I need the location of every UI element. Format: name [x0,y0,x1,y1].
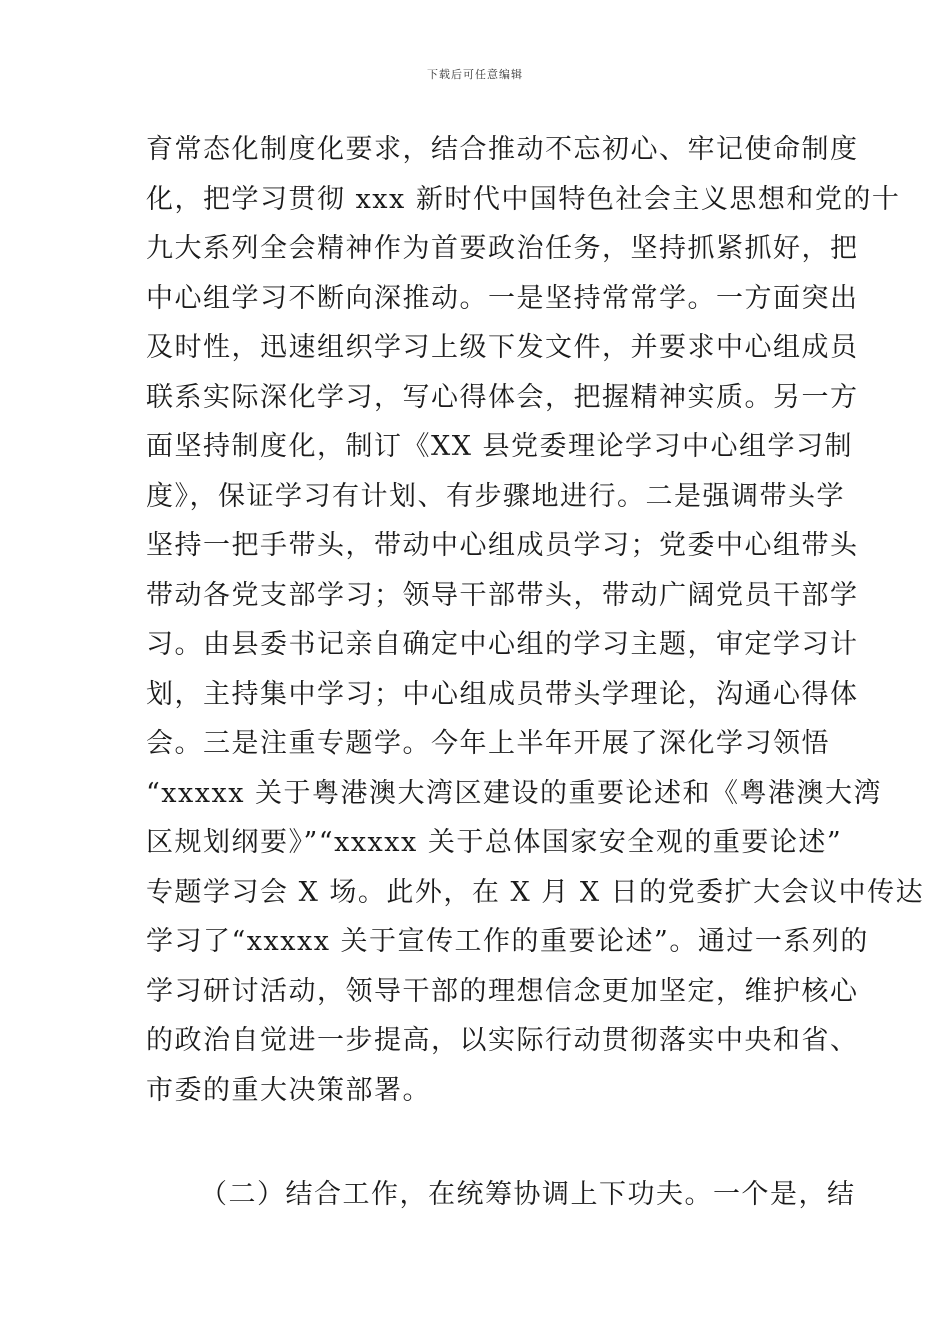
body-line: 市委的重大决策部署。 [146,1075,431,1106]
page-header: 下载后可任意编辑 [427,68,523,81]
body-line: 坚持一把手带头，带动中心组成员学习；党委中心组带头 [146,530,859,561]
body-line: 学习了“xxxxx 关于宣传工作的重要论述”。通过一系列的 [146,926,869,957]
body-line: 划，主持集中学习；中心组成员带头学理论，沟通心得体 [146,679,859,710]
body-line: “xxxxx 关于粤港澳大湾区建设的重要论述和《粤港澳大湾 [146,778,883,809]
body-line: 化，把学习贯彻 xxx 新时代中国特色社会主义思想和党的十 [146,184,901,215]
body-line: 专题学习会 X 场。此外，在 X 月 X 日的党委扩大会议中传达 [146,877,925,908]
body-line: 九大系列全会精神作为首要政治任务，坚持抓紧抓好，把 [146,233,859,264]
body-line: 及时性，迅速组织学习上级下发文件，并要求中心组成员 [146,332,859,363]
body-line: 会。三是注重专题学。今年上半年开展了深化学习领悟 [146,728,830,759]
body-line: 学习研讨活动，领导干部的理想信念更加坚定，维护核心 [146,976,859,1007]
body-line: 育常态化制度化要求，结合推动不忘初心、牢记使命制度 [146,134,859,165]
body-line: 习。由县委书记亲自确定中心组的学习主题，审定学习计 [146,629,859,660]
body-line: 联系实际深化学习，写心得体会，把握精神实质。另一方 [146,382,859,413]
body-line: 度》，保证学习有计划、有步骤地进行。二是强调带头学 [146,481,845,512]
body-line: 的政治自觉进一步提高，以实际行动贯彻落实中央和省、 [146,1025,859,1056]
body-line: 带动各党支部学习；领导干部带头，带动广阔党员干部学 [146,580,859,611]
body-line: 面坚持制度化，制订《XX 县党委理论学习中心组学习制 [146,431,854,462]
body-line: 中心组学习不断向深推动。一是坚持常常学。一方面突出 [146,283,859,314]
body-line: 区规划纲要》”“xxxxx 关于总体国家安全观的重要论述” [146,827,843,858]
section-heading-line: （二）结合工作，在统筹协调上下功夫。一个是，结 [200,1179,856,1210]
